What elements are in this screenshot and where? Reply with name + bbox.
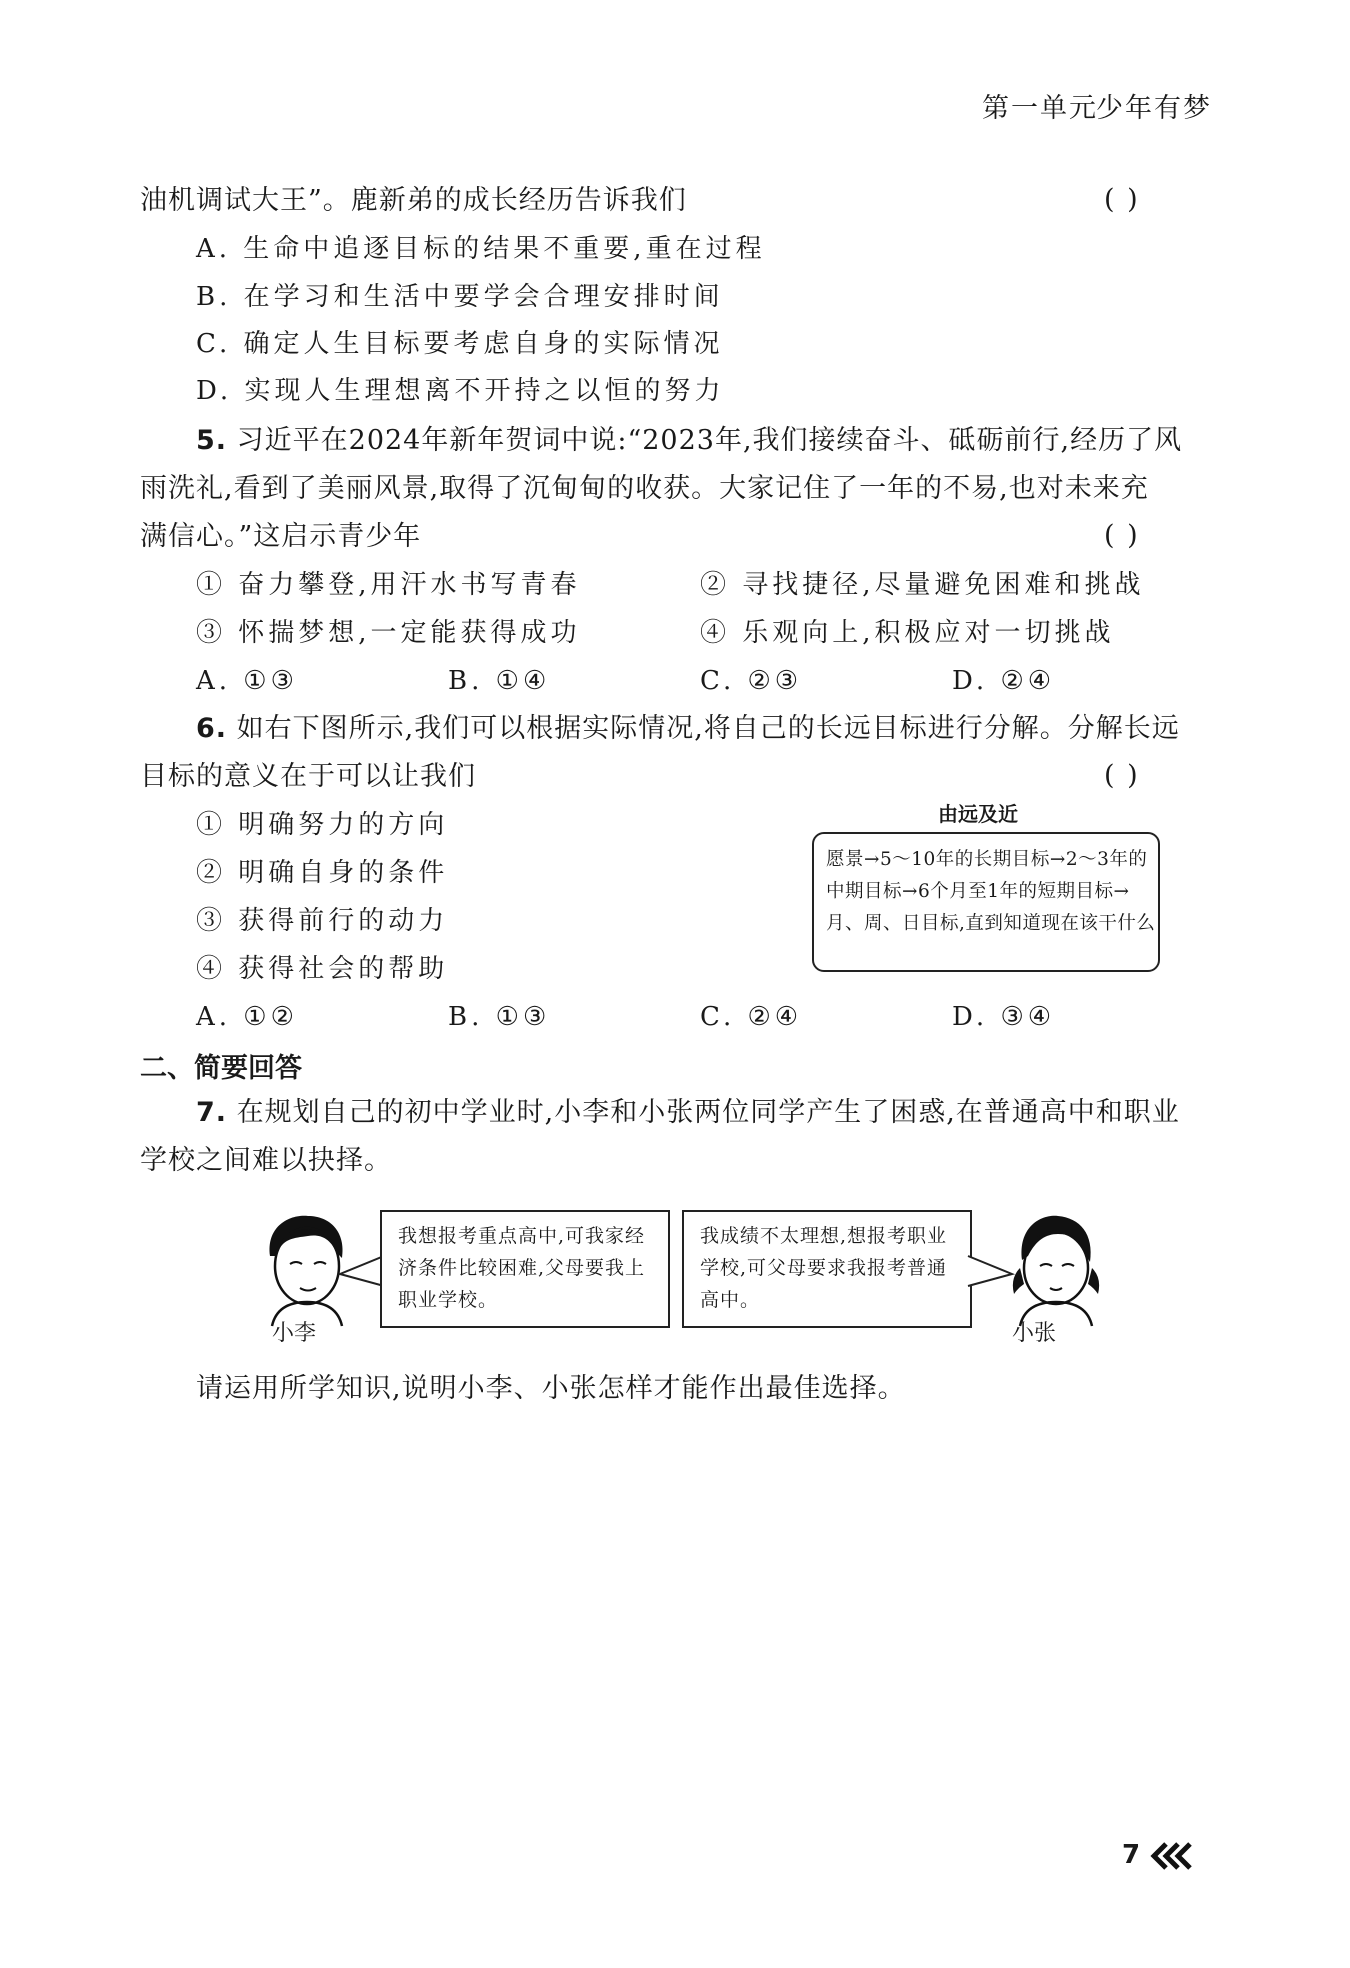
- q7-line2: 学校之间难以抉择。: [140, 1145, 392, 1176]
- q6-item-1: ① 明确努力的方向: [196, 810, 449, 840]
- xiaozhang-name: 小张: [1012, 1321, 1057, 1346]
- goal-decomposition-box: [812, 832, 1160, 972]
- xiaozhang-speech: 我成绩不太理想,想报考职业学校,可父母要求我报考普通高中。: [700, 1225, 948, 1311]
- li-bubble-tail: [336, 1252, 386, 1292]
- q4-stem-tail: 油机调试大王”。鹿新弟的成长经历告诉我们: [140, 185, 687, 216]
- unit-title: 少年有梦: [1096, 93, 1212, 124]
- q5-line1: [196, 424, 1182, 458]
- page-number: 7: [1122, 1840, 1141, 1870]
- chevron-left-icon: [1150, 1842, 1194, 1870]
- q7-prompt: 请运用所学知识,说明小李、小张怎样才能作出最佳选择。: [196, 1373, 906, 1404]
- diagram-title: 由远及近: [938, 802, 1018, 826]
- q5-item-2: ② 寻找捷径,尽量避免困难和挑战: [700, 570, 1145, 600]
- q5-line1-text: 习近平在2024年新年贺词中说:“2023年,我们接续奋斗、砥砺前行,经历了风: [236, 425, 1183, 456]
- q4-option-d: D. 实现人生理想离不开持之以恒的努力: [196, 376, 725, 406]
- q5-choice-a: A. ①③: [196, 666, 298, 696]
- q5-answer-paren: ( ): [1104, 520, 1140, 551]
- xiaozhang-portrait: [996, 1208, 1116, 1328]
- xiaoli-name: 小李: [272, 1321, 317, 1346]
- section-title: 二、简要回答: [140, 1053, 302, 1084]
- q6-answer-paren: ( ): [1104, 760, 1140, 791]
- q5-item-3: ③ 怀揣梦想,一定能获得成功: [196, 618, 581, 648]
- q5-choice-b: B. ①④: [448, 666, 551, 696]
- q4-option-b: B. 在学习和生活中要学会合理安排时间: [196, 282, 724, 312]
- q6-item-3: ③ 获得前行的动力: [196, 906, 449, 936]
- q5-number: 5.: [196, 425, 228, 456]
- q6-line1: [196, 712, 1180, 746]
- q6-item-2: ② 明确自身的条件: [196, 858, 449, 888]
- q6-line1-text: 如右下图所示,我们可以根据实际情况,将自己的长远目标进行分解。分解长远: [236, 713, 1180, 744]
- diagram-text: 愿景→5～10年的长期目标→2～3年的中期目标→6个月至1年的短期目标→月、周、日目标,直到知道现在该干什么: [826, 849, 1156, 934]
- xiaoli-speech: 我想报考重点高中,可我家经济条件比较困难,父母要我上职业学校。: [398, 1225, 646, 1311]
- q5-item-1: ① 奋力攀登,用汗水书写青春: [196, 570, 581, 600]
- q4-option-c: C. 确定人生目标要考虑自身的实际情况: [196, 329, 724, 359]
- xiaozhang-speech-bubble: [682, 1210, 972, 1328]
- q5-choice-d: D. ②④: [952, 666, 1056, 696]
- q6-choice-c: C. ②④: [700, 1002, 803, 1032]
- q7-line1-text: 在规划自己的初中学业时,小李和小张两位同学产生了困惑,在普通高中和职业: [236, 1097, 1180, 1128]
- q6-choice-d: D. ③④: [952, 1002, 1056, 1032]
- q6-item-4: ④ 获得社会的帮助: [196, 954, 449, 984]
- q6-line2: 目标的意义在于可以让我们: [140, 761, 476, 792]
- q6-number: 6.: [196, 713, 228, 744]
- q5-line3: 满信心。”这启示青少年: [140, 521, 422, 552]
- q5-item-4: ④ 乐观向上,积极应对一切挑战: [700, 618, 1115, 648]
- xiaoli-speech-bubble: [380, 1210, 670, 1328]
- q5-choice-c: C. ②③: [700, 666, 803, 696]
- q7-number: 7.: [196, 1097, 228, 1128]
- unit-label: 第一单元: [982, 93, 1098, 124]
- q4-answer-paren: ( ): [1104, 184, 1140, 215]
- q5-line2: 雨洗礼,看到了美丽风景,取得了沉甸甸的收获。大家记住了一年的不易,也对未来充: [140, 473, 1149, 504]
- q7-line1: [196, 1096, 1180, 1130]
- q6-choice-a: A. ①②: [196, 1002, 298, 1032]
- q6-choice-b: B. ①③: [448, 1002, 551, 1032]
- q4-option-a: A. 生命中追逐目标的结果不重要,重在过程: [196, 234, 766, 264]
